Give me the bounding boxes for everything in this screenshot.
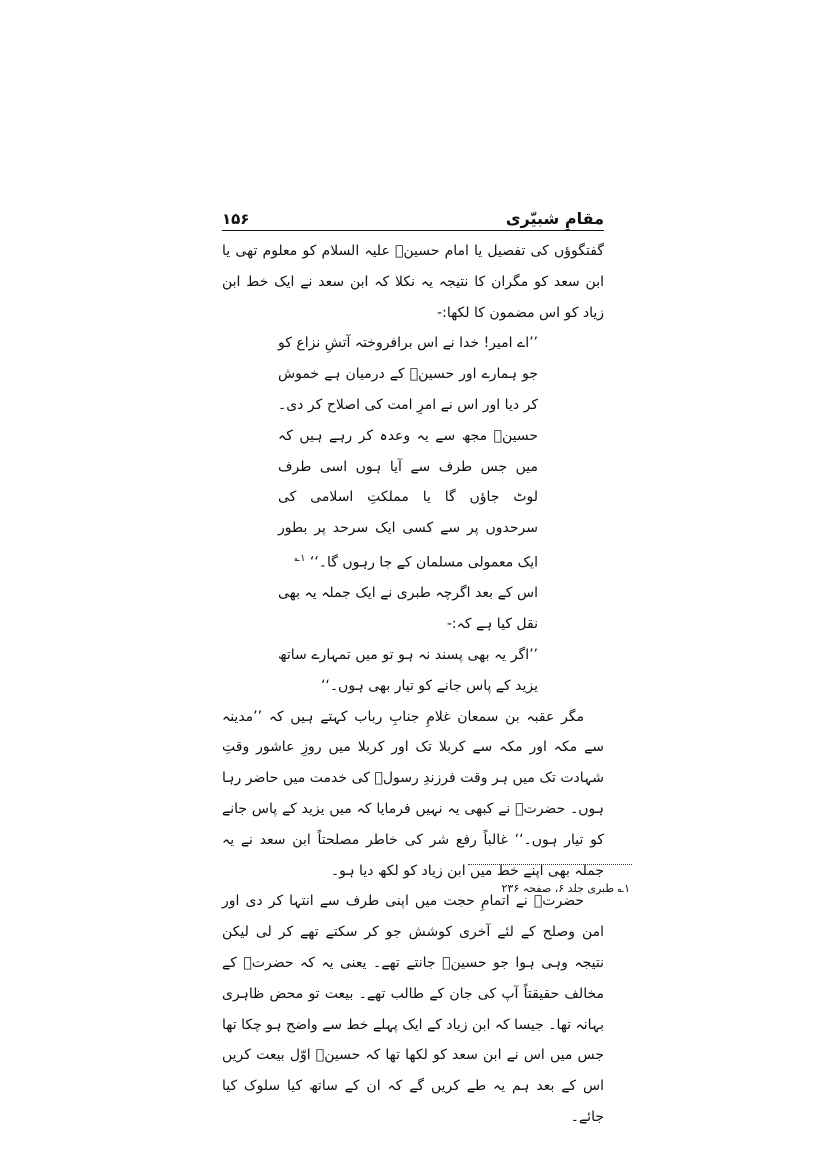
footnote-separator xyxy=(468,864,632,865)
header-rule xyxy=(222,230,604,231)
body-text xyxy=(222,236,604,1133)
footnote: ۱؎ طبری جلد ۶، صفحہ ۲۳۶ xyxy=(501,882,630,895)
block-quote-2: ’’اگر یہ بھی پسند نہ ہو تو میں تمہارے ساتھ یزید کے پاس جانے کو تیار بھی ہوں۔‘‘ xyxy=(278,647,538,694)
paragraph-2: اس کے بعد اگرچہ طبری نے ایک جملہ یہ بھی نقل کیا ہے کہ:- xyxy=(278,585,538,633)
paragraph-1: گفتگوؤں کی تفصیل یا امام حسینؑ علیہ السلام کو معلوم تھی یا ابن سعد کو مگران کا نتیجہ یہ نکلا کہ ابن سعد نے ایک خط ابن زیاد کو اس مضمون کا لکھا:- xyxy=(222,243,604,321)
quote-1-text: ’’اے امیر! خدا نے اس برافروختہ آتشِ نزاع کو جو ہمارے اور حسینؑ کے درمیان ہے خموش کر دیا اور اس نے امرِ امت کی اصلاح کر دی۔ حسینؑ مجھ سے یہ وعدہ کر رہے ہیں کہ میں جس طرف سے آیا ہوں اسی طرف لوٹ جاؤں گا یا مملکتِ اسلامی کی سرحدوں پر سے کسی ایک سرحد پر بطور ایک معمولی مسلمان کے جا رہوں گا۔‘‘ xyxy=(278,335,538,571)
running-title: مقامِ شبیّری xyxy=(505,209,604,228)
paragraph-4: حضرتؑ نے اتمامِ حجت میں اپنی طرف سے انتہا کر دی اور امن وصلح کے لئے آخری کوشش جو کر سکتے تھے کر لی لیکن نتیجہ وہی ہوا جو حسینؑ جانتے تھے۔ یعنی یہ کہ حضرتؑ کے مخالف حقیقتاً آپ کی جان کے طالب تھے۔ بیعت تو محض ظاہری بہانہ تھا۔ جیسا کہ ابن زیاد کے ایک پہلے خط سے واضح ہو چکا تھا جس میں اس نے ابن سعد کو لکھا تھا کہ حسینؑ اوّل بیعت کریں اس کے بعد ہم یہ طے کریں گے کہ ان کے ساتھ کیا سلوک کیا جائے۔ xyxy=(222,893,604,1125)
paragraph-3: مگر عقبہ بن سمعان غلامِ جنابِ رباب کہتے ہیں کہ ’’مدینہ سے مکہ اور مکہ سے کربلا تک اور کربلا میں روزِ عاشور وقتِ شہادت تک میں ہر وقت فرزندِ رسولؐ کی خدمت میں حاضر رہا ہوں۔ حضرتؑ نے کبھی یہ نہیں فرمایا کہ میں یزید کے پاس جانے کو تیار ہوں۔‘‘ غالباً رفع شر کی خاطر مصلحتاً ابن سعد نے یہ جملہ بھی اپنے خط میں ابن زیاد کو لکھ دیا ہو۔ xyxy=(222,708,604,879)
footnote-marker[interactable]: ۱؎ xyxy=(294,552,306,564)
block-quote-1 xyxy=(278,328,538,578)
page-number: ۱۵۶ xyxy=(222,210,250,228)
page-header xyxy=(222,204,604,228)
